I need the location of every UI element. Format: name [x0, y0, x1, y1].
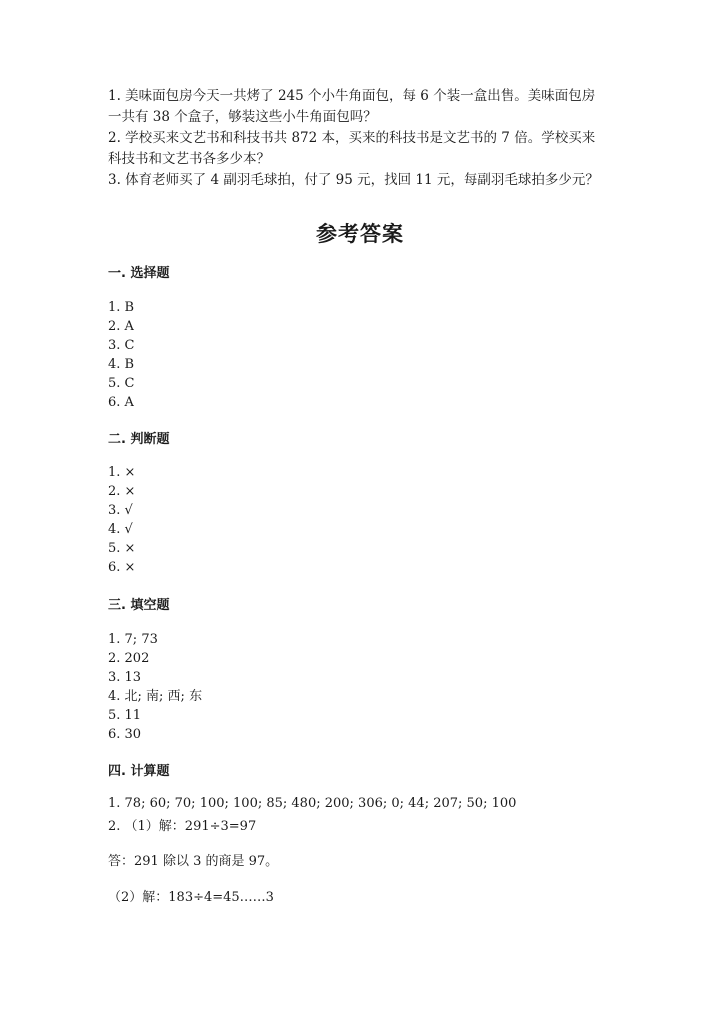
list-item: 3. √ — [108, 503, 133, 518]
list-item: 2. 202 — [108, 651, 150, 666]
section-heading-judge: 二. 判断题 — [108, 432, 170, 447]
section-heading-calc: 四. 计算题 — [108, 764, 170, 779]
list-item: 4. 北; 南; 西; 东 — [108, 689, 203, 704]
list-item: 4. B — [108, 357, 135, 372]
calc-answer-line-2: 2. （1）解：291÷3=97 — [108, 819, 257, 834]
list-item: 1. 7; 73 — [108, 632, 158, 647]
list-item: 1. × — [108, 465, 136, 480]
section-heading-choice: 一. 选择题 — [108, 266, 170, 281]
section-heading-fill: 三. 填空题 — [108, 598, 170, 613]
list-item: 5. C — [108, 376, 135, 391]
list-item: 6. 30 — [108, 727, 142, 742]
calc-answer-line-3: 答：291 除以 3 的商是 97。 — [108, 854, 279, 869]
list-item: 3. C — [108, 338, 135, 353]
list-item: 3. 13 — [108, 670, 142, 685]
list-item: 6. A — [108, 395, 134, 410]
problem-3: 3. 体育老师买了 4 副羽毛球拍，付了 95 元，找回 11 元，每副羽毛球拍多少元？ — [108, 172, 599, 188]
list-item: 5. × — [108, 541, 136, 556]
list-item: 4. √ — [108, 522, 133, 537]
list-item: 5. 11 — [108, 708, 142, 723]
list-item: 1. B — [108, 300, 135, 315]
calc-answer-line-4: （2）解：183÷4=45……3 — [108, 890, 274, 905]
problem-1: 1. 美味面包房今天一共烤了 245 个小牛角面包，每 6 个装一盒出售。美味面包房一共有 38 个盒子，够装这些小牛角面包吗？ — [108, 88, 596, 125]
choice-answers — [108, 298, 134, 412]
fill-answers — [108, 630, 202, 744]
list-item: 2. A — [108, 319, 134, 334]
judge-answers — [108, 463, 135, 577]
answer-title: 参考答案 — [316, 222, 404, 246]
list-item: 6. × — [108, 560, 136, 575]
list-item: 2. × — [108, 484, 136, 499]
word-problems — [108, 86, 608, 191]
problem-2: 2. 学校买来文艺书和科技书共 872 本，买来的科技书是文艺书的 7 倍。学校买来科技书和文艺书各多少本？ — [108, 130, 596, 167]
calc-answer-line-1: 1. 78; 60; 70; 100; 100; 85; 480; 200; 306; 0; 44; 207; 50; 100 — [108, 796, 517, 811]
